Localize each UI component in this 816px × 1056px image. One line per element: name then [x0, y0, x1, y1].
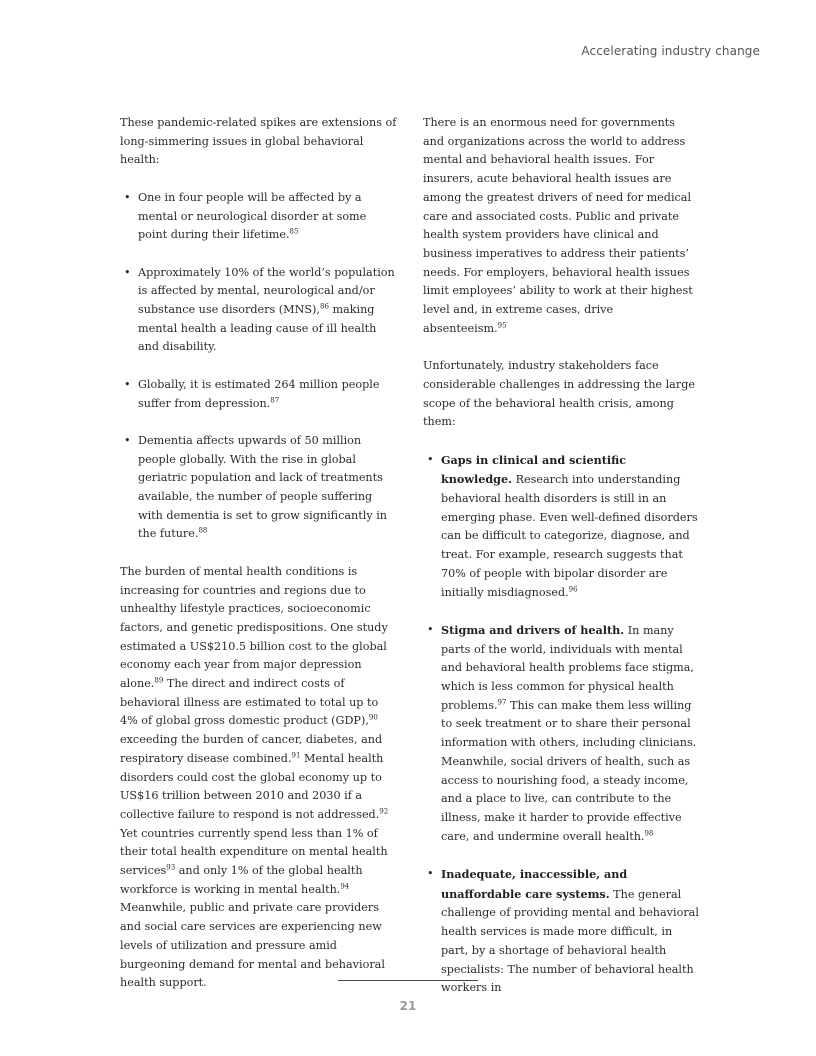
- list-item: • Approximately 10% of the world’s population is affected by mental, neurological and/or substance use disorders (MNS),$^{86}$ making mental health a leading cause of ill health and disability.: [120, 264, 398, 358]
- list-item: • Globally, it is estimated 264 million people suffer from depression.$^{87}$: [120, 376, 398, 413]
- list-item: • Inadequate, inaccessible, and unaffordable care systems. The general challenge of providing mental and behavioral health services is made more difficult, in part, by a shortage of behavioral health specialists: The number of behavioral health workers in: [423, 865, 699, 998]
- footnote-ref: 87: [270, 395, 280, 404]
- intro-paragraph: These pandemic-related spikes are extensions of long-simmering issues in global behavioral health:: [120, 116, 397, 167]
- challenges-paragraph: Unfortunately, industry stakeholders face considerable challenges in addressing the large scope of the behavioral health crisis, among them:: [423, 359, 695, 429]
- list-item: • Stigma and drivers of health. In many parts of the world, individuals with mental and behavioral health problems face stigma, which is less common for physical health problems.$^{97}$ This can make them less willing to seek treatment or to share their personal information with others, including clinicians. Meanwhile, social drivers of health, such as access to nourishing food, a steady income, and a place to live, can contribute to the illness, make it harder to provide effective care, and undermine overall health.$^{98}$: [423, 621, 699, 846]
- list-item-heading: Gaps in clinical and scientific knowledge.: [441, 452, 627, 487]
- statistics-list: [120, 189, 398, 544]
- footnote-ref: 98: [644, 828, 654, 837]
- list-item-heading: Stigma and drivers of health.: [441, 622, 625, 637]
- left-column: [120, 114, 398, 1012]
- right-column: [423, 114, 699, 1017]
- need-paragraph: There is an enormous need for governments and organizations across the world to address mental and behavioral health issues. For insurers, acute behavioral health issues are among the greatest drivers of need for medical care and associated costs. Public and private health system providers have clinical and business imperatives to address their patients’ needs. For employers, behavioral health issues limit employees’ ability to work at their highest level and, in extreme cases, drive absenteeism.$^{95}$: [423, 116, 693, 335]
- footer-divider: [338, 980, 478, 981]
- list-item: • One in four people will be affected by a mental or neurological disorder at some point during their lifetime.$^{85}$: [120, 189, 398, 245]
- burden-paragraph: The burden of mental health conditions is increasing for countries and regions due to unhealthy lifestyle practices, socioeconomic factors, and genetic predispositions. One study estimated a US$210.5 billion cost to the global economy each year from major depression alone.$^{89}$ The direct and indirect costs of behavioral illness are estimated to total up to 4% of global gross domestic product (GDP),$^{90}$ exceeding the burden of cancer, diabetes, and respiratory disease combined.$^{91}$ Mental health disorders could cost the global economy up to US$16 trillion between 2010 and 2030 if a collective failure to respond is not addressed.$^{92}$ Yet countries currently spend less than 1% of their total health expenditure on mental health services$^{93}$ and only 1% of the global health workforce is working in mental health.$^{94}$ Meanwhile, public and private care providers and social care services are experiencing new levels of utilization and pressure amid burgeoning demand for mental and behavioral health support.: [120, 564, 389, 990]
- footnote-ref: 95: [497, 321, 507, 329]
- list-item: • Dementia affects upwards of 50 million people globally. With the rise in global geriatric population and lack of treatments available, the number of people suffering with dementia is set to grow significantly in the future.$^{88}$: [120, 432, 398, 544]
- footnote-ref: 86: [319, 302, 329, 311]
- list-item-heading: Inadequate, inaccessible, and unaffordable care systems.: [441, 867, 628, 901]
- page-number: 21: [399, 999, 417, 1013]
- running-header: Accelerating industry change: [581, 44, 760, 58]
- footnote-ref: 85: [289, 227, 299, 236]
- footnote-ref: 88: [198, 526, 208, 535]
- list-item: • Gaps in clinical and scientific knowledge. Research into understanding behavioral health disorders is still in an emerging phase. Even well-defined disorders can be difficult to categorize, diagnose, and treat. For example, research suggests that 70% of people with bipolar disorder are initially misdiagnosed.$^{96}$: [423, 451, 699, 603]
- footnote-ref: 96: [568, 584, 578, 593]
- challenges-list: [423, 451, 699, 998]
- footnote-ref: 97: [497, 698, 507, 707]
